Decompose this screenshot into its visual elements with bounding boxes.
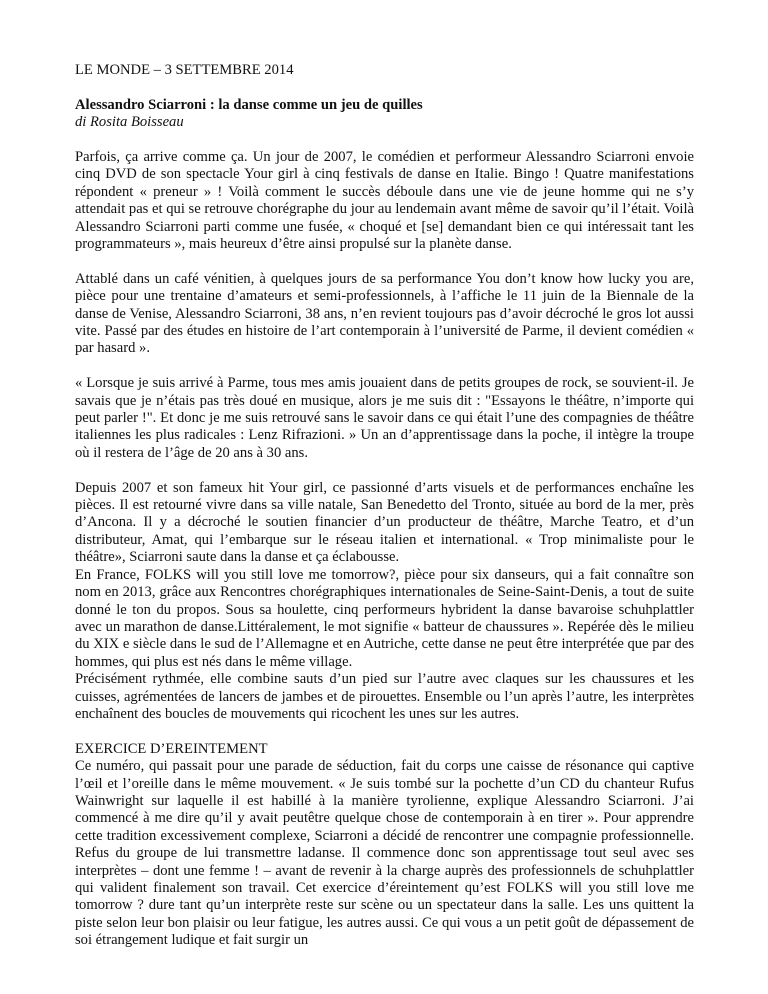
spacer <box>75 132 694 149</box>
article-page <box>75 62 694 950</box>
article-paragraph: Attablé dans un café vénitien, à quelques jours de sa performance You don’t know how lucky you are, pièce pour une trentaine d’amateurs et semi-professionnels, à l’affiche le 11 juin de la Biennale de la danse de Venise, Alessandro Sciarroni, 38 ans, n’en revient toujours pas d’avoir décroché le gros lot aussi vite. Passé par des études en histoire de l’art contemporain à l’université de Parme, il devient comédien « par hasard ». <box>75 270 694 357</box>
article-headline: Alessandro Sciarroni : la danse comme un jeu de quilles <box>75 96 423 113</box>
article-paragraph: « Lorsque je suis arrivé à Parme, tous mes amis jouaient dans de petits groupes de rock, se souvient-il. Je savais que je n’étais pas très doué en musique, alors je me suis dit : "Essayons le théâtre, n’importe qui peut parler !". Et donc je me suis retrouvé sans le savoir dans ce qui était l’une des compagnies de théâtre italiennes les plus radicales : Lenz Rifrazioni. » Un an d’apprentissage dans la poche, il intègre la troupe où il restera de l’âge de 20 ans à 30 ans. <box>75 375 694 461</box>
spacer <box>75 358 694 375</box>
article-paragraph: Parfois, ça arrive comme ça. Un jour de 2007, le comédien et performeur Alessandro Sciarroni envoie cinq DVD de son spectacle Your girl à cinq festivals de danse en Italie. Bingo ! Quatre manifestations répondent « preneur » ! Voilà comment le succès déboule dans une vie de jeune homme qui ne s’y attendait pas et qui se retrouve chorégraphe du jour au lendemain avant même de savoir qu’il l’était. Voilà Alessandro Sciarroni parti comme une fusée, « choqué et [se] demandant bien ce qui intéressait tant les programmateurs », mais heureux d’être ainsi propulsé sur la planète danse. <box>75 149 694 253</box>
article-byline: di Rosita Boisseau <box>75 114 184 131</box>
article-paragraph: Ce numéro, qui passait pour une parade de séduction, fait du corps une caisse de résonance qui captive l’œil et l’oreille dans le même mouvement. « Je suis tombé sur la pochette d’un CD du chanteur Rufus Wainwright sur laquelle il est habillé à la manière tyrolienne, explique Alessandro Sciarroni. J’ai commencé à me dire qu’il y avait peutêtre quelque chose de contemporain à en tirer ». Pour apprendre cette tradition excessivement complexe, Sciarroni a décidé de rencontrer une compagnie professionnelle. Refus du groupe de lui transmettre ladanse. Il commence donc son apprentissage tout seul avec ses interprètes – dont une femme ! – avant de revenir à la charge auprès des professionnels de schuhplattler qui valident finalement son travail. Cet exercice d’éreintement qu’est FOLKS will you still love me tomorrow ? dure tant qu’un interprète reste sur scène ou un spectateur dans la salle. Les uns quittent la piste selon leur bon plaisir ou leur fatigue, les autres aussi. Ce qui vous a un petit goût de dépassement de soi étrangement ludique et fait surgir un <box>75 758 694 949</box>
spacer <box>75 462 694 479</box>
newspaper-source: LE MONDE – 3 SETTEMBRE 2014 <box>75 62 294 78</box>
article-paragraph: Précisément rythmée, elle combine sauts d’un pied sur l’autre avec claques sur les chaussures et les cuisses, agrémentées de lancers de jambes et de pirouettes. Ensemble ou l’un après l’autre, les interprètes enchaînent des boucles de mouvements qui ricochent les unes sur les autres. <box>75 671 694 722</box>
article-paragraph: Depuis 2007 et son fameux hit Your girl, ce passionné d’arts visuels et de performances enchaîne les pièces. Il est retourné vivre dans sa ville natale, San Benedetto del Tronto, située au bord de la mer, près d’Ancona. Il y a décroché le soutien financier d’un producteur de théâtre, Marche Teatro, et d’un distributeur, Amat, qui l’embarque sur le réseau italien et international. « Trop minimaliste pour le théâtre», Sciarroni saute dans la danse et ça éclabousse. <box>75 479 694 566</box>
article-paragraph: En France, FOLKS will you still love me tomorrow?, pièce pour six danseurs, qui a fait connaître son nom en 2013, grâce aux Rencontres chorégraphiques internationales de Seine-Saint-Denis, a tout de suite donné le ton du propos. Sous sa houlette, cinq performeurs hybrident la danse bavaroise schuhplattler avec un marathon de danse.Littéralement, le mot signifie « batteur de chaussures ». Repérée dès le milieu du XIX e siècle dans le sud de l’Allemagne et en Autriche, cette danse ne peut être interprétée que par des hommes, qui plus est nés dans le même village. <box>75 566 694 670</box>
section-title: EXERCICE D’EREINTEMENT <box>75 740 268 757</box>
spacer <box>75 79 694 96</box>
spacer <box>75 253 694 270</box>
spacer <box>75 723 694 740</box>
